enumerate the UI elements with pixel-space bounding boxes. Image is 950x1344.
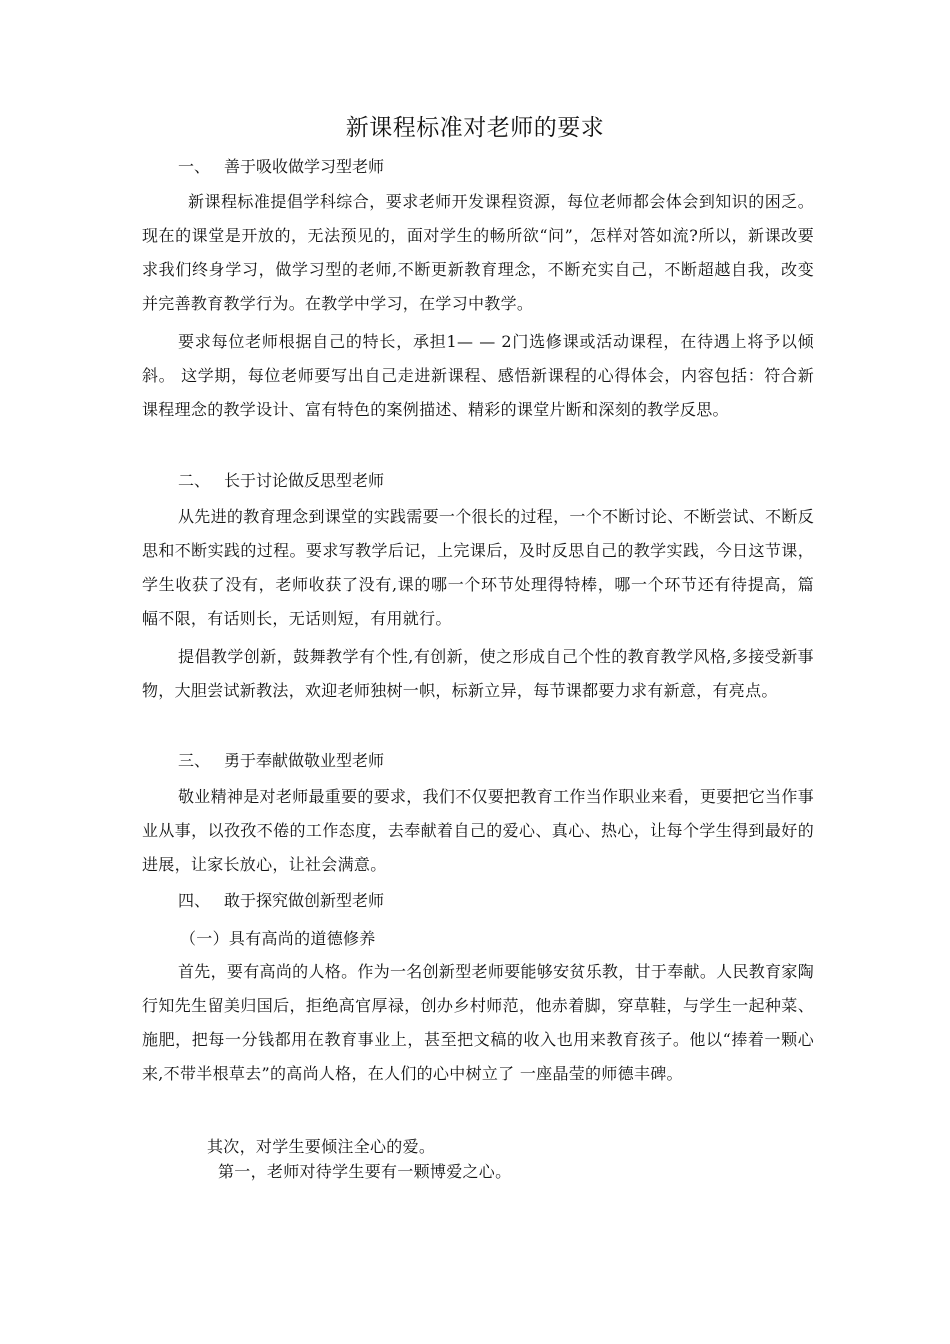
section-heading-4: [178, 890, 384, 912]
paragraph-2-1: 从先进的教育理念到课堂的实践需要一个很长的过程，一个不断讨论、不断尝试、不断反思和不断实践的过程。要求写教学后记，上完课后，及时反思自己的教学实践，今日这节课，学生收获了没有，老师收获了没有,课的哪一个环节处理得特棒，哪一个环节还有待提高，篇幅不限，有话则长，无话则短，有用就行。: [142, 507, 814, 628]
paragraph-2-2: 提倡教学创新，鼓舞教学有个性,有创新，使之形成自己个性的教育教学风格,多接受新事物，大胆尝试新教法，欢迎老师独树一帜，标新立异，每节课都要力求有新意，有亮点。: [142, 647, 814, 700]
section-number: 二、: [178, 471, 211, 490]
subheading: （一）具有高尚的道德修养: [180, 929, 376, 948]
section-number: 三、: [178, 751, 211, 770]
section-heading-3: [178, 750, 384, 772]
text-line-1: 其次，对学生要倾注全心的爱。: [207, 1137, 436, 1156]
section-number: 四、: [178, 891, 211, 910]
section-heading-text: 敢于探究做创新型老师: [224, 891, 385, 910]
section-heading-2: [178, 470, 384, 492]
section-number: 一、: [178, 157, 211, 176]
section-heading-text: 勇于奉献做敬业型老师: [224, 751, 385, 770]
text-line-2: 第一，老师对待学生要有一颗博爱之心。: [218, 1162, 512, 1181]
section-heading-1: [178, 156, 384, 178]
paragraph-3-1: 敬业精神是对老师最重要的要求，我们不仅要把教育工作当作职业来看，更要把它当作事业从事，以孜孜不倦的工作态度，去奉献着自己的爱心、真心、热心，让每个学生得到最好的进展，让家长放心，让社会满意。: [142, 787, 814, 874]
paragraph-1-2: 要求每位老师根据自己的特长，承担1— — 2门选修课或活动课程，在待遇上将予以倾斜。 这学期，每位老师要写出自己走进新课程、感悟新课程的心得体会，内容包括：符合新课程理念的教学设计、富有特色的案例描述、精彩的课堂片断和深刻的教学反思。: [142, 332, 814, 419]
section-heading-text: 善于吸收做学习型老师: [224, 157, 385, 176]
paragraph-4-1: 首先，要有高尚的人格。作为一名创新型老师要能够安贫乐教，甘于奉献。人民教育家陶行知先生留美归国后，拒绝高官厚禄，创办乡村师范，他赤着脚，穿草鞋，与学生一起种菜、施肥，把每一分钱都用在教育事业上，甚至把文稿的收入也用来教育孩子。他以“捧着一颗心来,不带半根草去”的高尚人格，在人们的心中树立了 一座晶莹的师德丰碑。: [142, 962, 814, 1083]
document-title: 新课程标准对老师的要求: [345, 115, 605, 141]
paragraph-1-1: 新课程标准提倡学科综合，要求老师开发课程资源，每位老师都会体会到知识的困乏。现在的课堂是开放的，无法预见的，面对学生的畅所欲“问”，怎样对答如流?所以，新课改要求我们终身学习，做学习型的老师,不断更新教育理念，不断充实自己，不断超越自我，改变并完善教育教学行为。在教学中学习，在学习中教学。: [142, 192, 814, 313]
section-heading-text: 长于讨论做反思型老师: [224, 471, 385, 490]
